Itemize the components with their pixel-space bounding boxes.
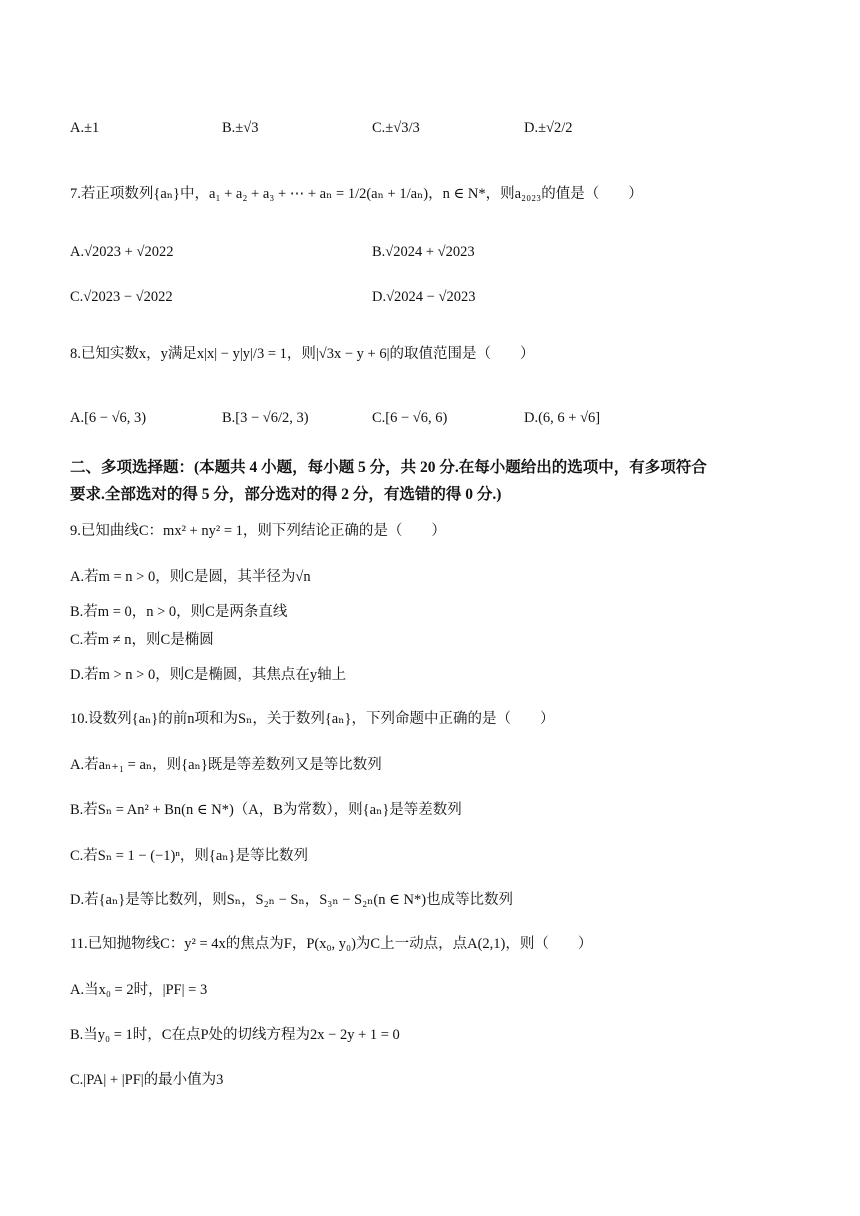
q10-option-c: C.若Sₙ = 1 − (−1)ⁿ，则{aₙ}是等比数列	[70, 848, 309, 864]
q6-option-c: C.±√3/3	[372, 120, 420, 136]
q10-option-b: B.若Sₙ = An² + Bn(n ∈ N*)（A，B为常数），则{aₙ}是等差数列	[70, 802, 462, 818]
q6-option-a: A.±1	[70, 120, 100, 136]
q10-stem: 10.设数列{aₙ}的前n项和为Sₙ，关于数列{aₙ}，下列命题中正确的是（ ）	[70, 711, 555, 727]
q7-option-a: A.√2023 + √2022	[70, 244, 174, 260]
q11-option-a: A.当x₀ = 2时，|PF| = 3	[70, 982, 208, 998]
q9-option-c: C.若m ≠ n，则C是椭圆	[70, 632, 214, 648]
q7-stem: 7.若正项数列{aₙ}中，a₁ + a₂ + a₃ + ⋯ + aₙ = 1/2(aₙ + 1/aₙ)，n ∈ N*，则a₂₀₂₃的值是（ ）	[70, 186, 643, 202]
q11-option-c: C.|PA| + |PF|的最小值为3	[70, 1072, 224, 1088]
q8-option-b: B.[3 − √6/2, 3)	[222, 410, 309, 426]
q9-option-b: B.若m = 0，n > 0，则C是两条直线	[70, 604, 288, 620]
q7-option-b: B.√2024 + √2023	[372, 244, 475, 260]
q9-option-d: D.若m > n > 0，则C是椭圆，其焦点在y轴上	[70, 667, 347, 683]
q9-option-a: A.若m = n > 0，则C是圆，其半径为√n	[70, 569, 311, 585]
q6-option-b: B.±√3	[222, 120, 259, 136]
q11-option-b: B.当y₀ = 1时，C在点P处的切线方程为2x − 2y + 1 = 0	[70, 1027, 400, 1043]
q6-option-d: D.±√2/2	[524, 120, 573, 136]
section2-heading-line2: 要求.全部选对的得 5 分，部分选对的得 2 分，有选错的得 0 分.)	[70, 486, 502, 503]
q10-option-d: D.若{aₙ}是等比数列，则Sₙ，S₂ₙ − Sₙ，S₃ₙ − S₂ₙ(n ∈ N*)也成等比数列	[70, 892, 514, 908]
q8-stem: 8.已知实数x，y满足x|x| − y|y|/3 = 1，则|√3x − y + 6|的取值范围是（ ）	[70, 346, 535, 362]
q11-stem: 11.已知抛物线C：y² = 4x的焦点为F，P(x₀, y₀)为C上一动点，点A(2,1)，则（ ）	[70, 936, 593, 952]
q8-option-d: D.(6, 6 + √6]	[524, 410, 601, 426]
q10-option-a: A.若aₙ₊₁ = aₙ，则{aₙ}既是等差数列又是等比数列	[70, 757, 382, 773]
q8-option-a: A.[6 − √6, 3)	[70, 410, 147, 426]
q9-stem: 9.已知曲线C：mx² + ny² = 1，则下列结论正确的是（ ）	[70, 523, 446, 539]
q7-option-d: D.√2024 − √2023	[372, 289, 476, 305]
q7-option-c: C.√2023 − √2022	[70, 289, 173, 305]
q8-option-c: C.[6 − √6, 6)	[372, 410, 448, 426]
section2-heading-line1: 二、多项选择题：(本题共 4 小题，每小题 5 分，共 20 分.在每小题给出的选项中，有多项符合	[70, 459, 707, 476]
